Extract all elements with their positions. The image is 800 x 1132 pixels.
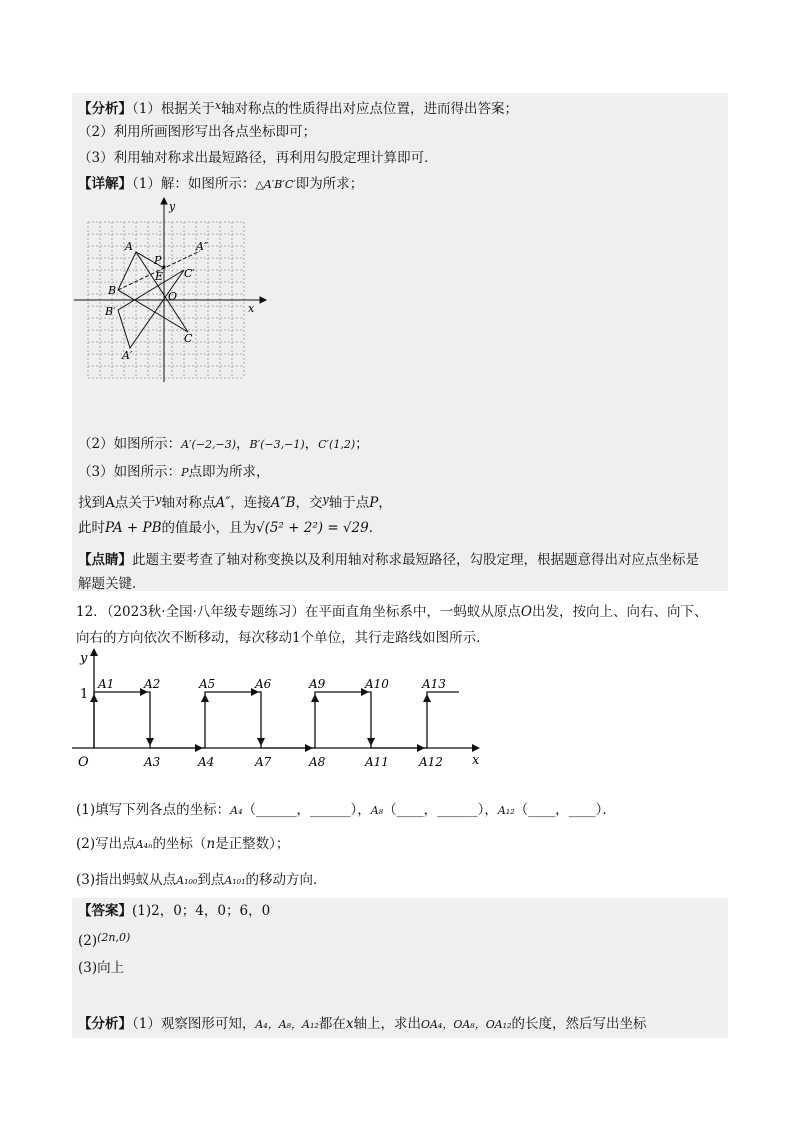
detail-line-3: （3）如图所示：P点即为所求， [78,464,270,480]
comment-line-2: 解题关键． [78,576,146,592]
label-a-prime: A′ [122,349,133,362]
label-a3: A3 [144,755,161,769]
label-one: 1 [80,687,89,702]
analysis-tag: 【分析】 [78,101,132,117]
label-a9: A9 [309,677,326,691]
answer-line-3: (3)向上 [78,960,125,976]
answer-line-2: $(2)^{(2n,0)}$ [78,931,131,949]
detail-tag: 【详解】 [78,176,132,192]
question-2: (2)写出点A₄ₙ的坐标（n是正整数）； [76,836,290,852]
label-a-double-prime: A″ [196,240,209,253]
label-c: C [184,332,193,345]
label-b: B [108,284,117,297]
label-e: E [155,270,164,283]
label-y: y [169,200,176,213]
label-a12: A12 [419,755,443,769]
label-a2: A2 [144,677,161,691]
triangle-a-b-c-prime [118,270,184,348]
label-a6: A6 [255,677,272,691]
x-axis-arrow [260,297,266,303]
detail-line-2: （2）如图所示：A′(−2,−3)，B′(−3,−1)，C′(1,2)； [78,436,369,452]
detail-line-5: 此时PA + PB的值最小，且为√(5² + 2²) = √29． [78,520,383,536]
problem-line-2: 向右的方向依次不断移动，每次移动1个单位，其行走路线如图所示． [76,630,490,646]
question-1: (1)填写下列各点的坐标：A₄（______，______），A₈（____，______），A₁₂（____，____）． [76,802,616,818]
answer-analysis-line: 【分析】（1）观察图形可知，A₄，A₈，A₁₂都在x轴上，求出OA₄，OA₈，OA₁₂的长度，然后写出坐标 [78,1016,647,1032]
problem-number: 12． [76,604,107,620]
label-x: x [248,302,255,315]
grid-figure [72,196,272,386]
label-a4: A4 [198,755,215,769]
ant-path-figure [72,644,492,774]
label-a5: A5 [199,677,216,691]
point-p [162,265,165,268]
question-3: (3)指出蚂蚁从点A₁₀₀到点A₁₀₁的移动方向． [76,872,327,888]
answer-line-1: 【答案】(1)2，0；4，0；6，0 [78,903,271,919]
label-p: P [154,254,162,267]
label-o: O [78,755,89,770]
label-a11: A11 [365,755,389,769]
problem-line-1: 12．（2023秋·全国·八年级专题练习）在平面直角坐标系中，一蚂蚁从原点O出发，按向上、向右、向下、 [76,604,708,620]
analysis-line-1: 【分析】（1）根据关于$^x$轴对称点的性质得出对应点位置，进而得出答案； [78,99,519,117]
triangle-abc [118,252,188,332]
comment-tag: 【点睛】 [78,552,132,568]
detail-line-1: 【详解】（1）解：如图所示：△A′B′C′即为所求； [78,176,364,192]
detail-line-4: 找到A点关于$^y$轴对称点A″，连接A″B，交$^y$轴于点P， [78,493,392,511]
answer-tag: 【答案】 [78,903,132,919]
label-a1: A1 [98,677,115,691]
y-axis-arrow [161,198,167,204]
label-a13: A13 [422,677,446,691]
analysis-line-2: （2）利用所画图形写出各点坐标即可； [78,124,317,140]
label-y: y [80,651,88,666]
label-b-prime: B′ [105,305,116,318]
label-x: x [472,753,480,768]
comment-line-1: 【点睛】此题主要考查了轴对称变换以及利用轴对称求最短路径，勾股定理，根据题意得出对应点坐标是 [78,552,699,568]
label-a8: A8 [309,755,326,769]
problem-source: （2023秋·全国·八年级专题练习） [106,604,305,620]
label-c-prime: C′ [184,267,195,280]
label-a10: A10 [365,677,389,691]
label-o: O [168,290,178,303]
label-a7: A7 [255,755,272,769]
label-a: A [125,240,133,253]
analysis-line-3: （3）利用轴对称求出最短路径，再利用勾股定理计算即可． [78,150,438,166]
